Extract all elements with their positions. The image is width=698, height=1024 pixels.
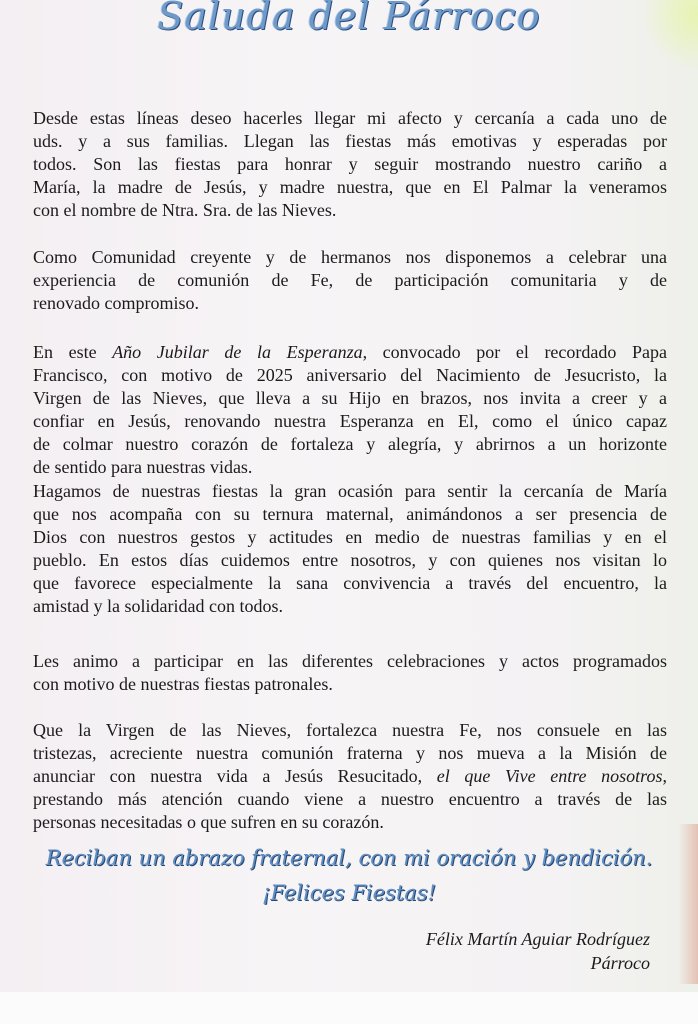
bottom-margin [0, 992, 698, 1024]
line-content [33, 719, 667, 742]
text-segment: experiencia de comunión de Fe, de participación comunitaria y de [33, 270, 667, 290]
text-segment: pueblo. En estos días cuidemos entre nosotros, y con quienes nos visitan lo [33, 550, 667, 570]
text-line [33, 176, 667, 199]
line-content [33, 811, 667, 834]
text-segment: Hagamos de nuestras fiestas la gran ocasión para sentir la cercanía de María [33, 481, 667, 501]
text-segment: María, la madre de Jesús, y madre nuestra, que en El Palmar la veneramos [33, 177, 667, 197]
line-content [33, 650, 667, 673]
text-line [33, 107, 667, 130]
text-line [33, 387, 667, 410]
text-segment: renovado compromiso. [33, 293, 199, 313]
text-segment: tristezas, acreciente nuestra comunión fraterna y nos mueva a la Misión de [33, 743, 667, 763]
text-segment: de sentido para nuestras vidas. [33, 457, 253, 477]
text-segment: con el nombre de Ntra. Sra. de las Nieves. [33, 200, 337, 220]
line-content [33, 387, 667, 410]
text-segment: , convocado por el recordado Papa [362, 342, 667, 362]
text-line [33, 673, 667, 696]
text-line [33, 292, 667, 315]
line-content [33, 503, 667, 526]
line-content [33, 269, 667, 292]
closing-line: Reciban un abrazo fraternal, con mi oración y bendición. [45, 846, 653, 870]
line-content [33, 176, 667, 199]
line-content [33, 130, 667, 153]
text-line [33, 719, 667, 742]
text-line [33, 549, 667, 572]
text-segment: Desde estas líneas deseo hacerles llegar mi afecto y cercanía a cada uno de [33, 108, 667, 128]
line-content [33, 595, 667, 618]
text-line [33, 433, 667, 456]
text-line [33, 410, 667, 433]
text-line [33, 595, 667, 618]
text-line [33, 503, 667, 526]
text-line [33, 742, 667, 765]
text-segment: Dios con nuestros gestos y actitudes en medio de nuestras familias y en el [33, 527, 667, 547]
paragraph [33, 341, 667, 479]
line-content [33, 673, 667, 696]
text-segment: , [662, 766, 667, 786]
text-segment: anunciar con nuestra vida a Jesús Resucitado, [33, 766, 437, 786]
line-content [33, 153, 667, 176]
text-line [33, 456, 667, 479]
paragraph [33, 719, 667, 834]
text-segment: Les animo a participar en las diferentes celebraciones y actos programados [33, 651, 667, 671]
text-segment: de colmar nuestro corazón de fortaleza y alegría, y abrirnos a un horizonte [33, 434, 667, 454]
signature-role: Párroco [590, 953, 650, 973]
line-content [33, 364, 667, 387]
greeting-line: ¡Felices Fiestas! [261, 881, 437, 905]
text-segment: prestando más atención cuando viene a nuestro encuentro a través de las [33, 789, 667, 809]
text-segment: Virgen de las Nieves, que lleva a su Hijo en brazos, nos invita a creer y a [33, 388, 667, 408]
text-segment: Como Comunidad creyente y de hermanos nos disponemos a celebrar una [33, 247, 667, 267]
text-segment: Francisco, con motivo de 2025 aniversario del Nacimiento de Jesucristo, la [33, 365, 667, 385]
line-content [33, 742, 667, 765]
paragraph [33, 480, 667, 618]
text-line [33, 811, 667, 834]
text-line [33, 788, 667, 811]
line-content [33, 246, 667, 269]
text-segment: amistad y la solidaridad con todos. [33, 596, 283, 616]
page-title: Saluda del Párroco [157, 0, 541, 38]
text-line [33, 153, 667, 176]
line-content [33, 480, 667, 503]
paragraph [33, 107, 667, 222]
line-content [33, 456, 667, 479]
line-content [33, 341, 667, 364]
line-content [33, 410, 667, 433]
text-segment: todos. Son las fiestas para honrar y seguir mostrando nuestro cariño a [33, 154, 667, 174]
line-content [33, 788, 667, 811]
text-segment: personas necesitadas o que sufren en su corazón. [33, 812, 384, 832]
line-content [33, 107, 667, 130]
italic-text: Año Jubilar de la Esperanza [112, 342, 363, 362]
text-segment: que favorece especialmente la sana convivencia a través del encuentro, la [33, 573, 667, 593]
line-content [33, 199, 667, 222]
text-segment: con motivo de nuestras fiestas patronales. [33, 674, 333, 694]
text-segment: confiar en Jesús, renovando nuestra Esperanza en El, como el único capaz [33, 411, 667, 431]
line-content [33, 292, 667, 315]
text-line [33, 364, 667, 387]
text-line [33, 269, 667, 292]
text-segment: que nos acompaña con su ternura maternal, animándonos a ser presencia de [33, 504, 667, 524]
text-segment: uds. y a sus familias. Llegan las fiestas más emotivas y esperadas por [33, 131, 667, 151]
text-line [33, 480, 667, 503]
line-content [33, 549, 667, 572]
line-content [33, 433, 667, 456]
text-segment: En este [33, 342, 113, 362]
text-line [33, 572, 667, 595]
text-segment: Que la Virgen de las Nieves, fortalezca nuestra Fe, nos consuele en las [33, 720, 667, 740]
paragraph [33, 246, 667, 315]
line-content [33, 765, 667, 788]
text-line [33, 130, 667, 153]
signature-name: Félix Martín Aguiar Rodríguez [425, 929, 650, 949]
text-line [33, 341, 667, 364]
paragraph [33, 650, 667, 696]
text-line [33, 650, 667, 673]
text-line [33, 765, 667, 788]
text-line [33, 246, 667, 269]
text-line [33, 199, 667, 222]
line-content [33, 572, 667, 595]
line-content [33, 526, 667, 549]
text-line [33, 526, 667, 549]
italic-text: el que Vive entre nosotros [436, 766, 663, 786]
